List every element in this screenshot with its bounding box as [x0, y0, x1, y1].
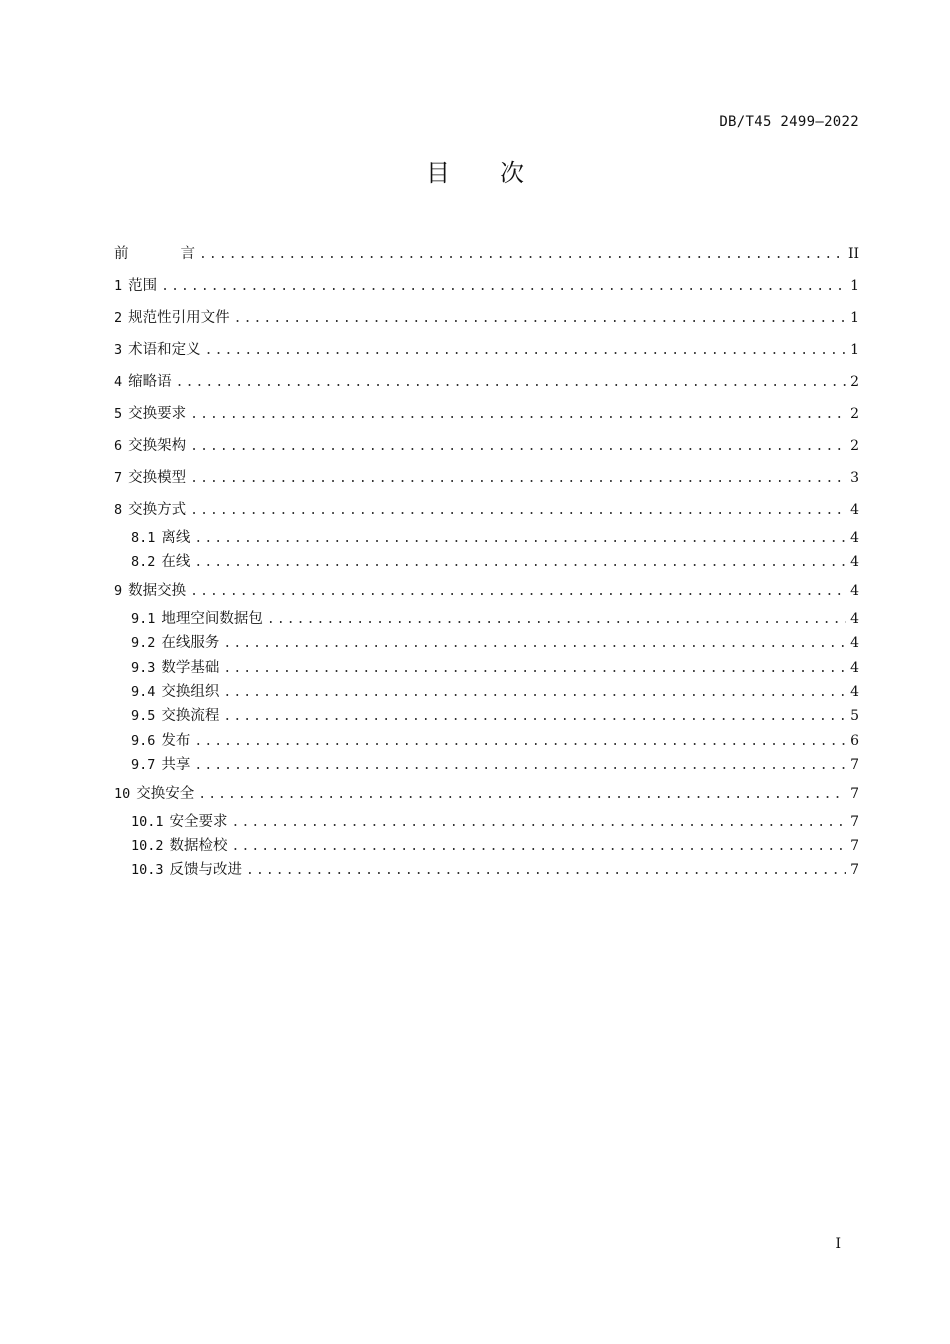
dot-leader: [190, 463, 846, 495]
toc-entry-7[interactable]: [114, 462, 859, 494]
dot-leader: [232, 811, 847, 835]
toc-page-number: 4: [850, 582, 859, 599]
toc-entry-10-2[interactable]: [114, 834, 859, 858]
toc-page-number: II: [847, 246, 859, 262]
toc-entry-8-2[interactable]: [114, 550, 859, 574]
toc-entry-9-7[interactable]: [114, 753, 859, 777]
toc-entry-label: 9.5 交换流程: [131, 708, 220, 725]
toc-entry-8[interactable]: [114, 494, 859, 526]
toc-entry-label: 8 交换方式: [114, 502, 187, 518]
toc-entry-label: 9.1 地理空间数据包: [131, 610, 263, 627]
toc-page-number: 1: [850, 310, 859, 326]
dot-leader: [205, 335, 846, 367]
toc-entry-label: 9.3 数学基础: [131, 659, 220, 676]
toc-entry-10[interactable]: [114, 778, 859, 810]
dot-leader: [223, 657, 846, 681]
toc-page-number: 4: [850, 659, 859, 676]
toc-page-number: 6: [850, 732, 859, 749]
dot-leader: [190, 576, 846, 608]
toc-page-number: 7: [850, 813, 859, 830]
toc-page-number: 5: [850, 708, 859, 725]
dot-leader: [232, 835, 847, 859]
toc-entry-8-1[interactable]: [114, 526, 859, 550]
dot-leader: [161, 271, 846, 303]
dot-leader: [176, 367, 846, 399]
toc-entry-5[interactable]: [114, 398, 859, 430]
toc-page-number: 4: [850, 530, 859, 546]
toc-entry-2[interactable]: [114, 302, 859, 334]
toc-page-number: 7: [850, 862, 859, 879]
toc-entry-9-2[interactable]: [114, 631, 859, 655]
toc-entry-9-5[interactable]: [114, 704, 859, 728]
toc-entry-label: 1 范围: [114, 278, 158, 294]
toc-entry-preface[interactable]: [114, 238, 859, 270]
dot-leader: [246, 859, 846, 883]
toc-page-number: 7: [850, 785, 859, 802]
toc-page-number: 4: [850, 610, 859, 627]
toc-entry-label: 9.2 在线服务: [131, 635, 220, 652]
dot-leader: [194, 754, 846, 778]
toc-entry-label: 4 缩略语: [114, 374, 172, 390]
dot-leader: [234, 303, 846, 335]
toc-entry-label: 10 交换安全: [114, 785, 195, 802]
toc-page-number: 2: [850, 438, 859, 454]
toc-page-number: 1: [850, 278, 859, 294]
toc-page-number: 7: [850, 757, 859, 774]
toc-entry-3[interactable]: [114, 334, 859, 366]
toc-page-number: 4: [850, 635, 859, 652]
toc-entry-1[interactable]: [114, 270, 859, 302]
toc-entry-label: 9 数据交换: [114, 582, 187, 599]
dot-leader: [198, 779, 846, 811]
toc-page-number: 7: [850, 837, 859, 854]
toc-entry-label: 5 交换要求: [114, 406, 187, 422]
dot-leader: [223, 681, 846, 705]
dot-leader: [194, 730, 846, 754]
toc-entry-label: 前 言: [114, 246, 195, 262]
toc-page-number: 4: [850, 683, 859, 700]
toc-page-number: 4: [850, 554, 859, 571]
toc-entry-9-1[interactable]: [114, 607, 859, 631]
toc-entry-label: 2 规范性引用文件: [114, 310, 230, 326]
toc-page-number: 1: [850, 342, 859, 358]
toc-entry-label: 6 交换架构: [114, 438, 187, 454]
toc-entry-10-3[interactable]: [114, 858, 859, 882]
toc-entry-9-6[interactable]: [114, 729, 859, 753]
dot-leader: [194, 551, 846, 575]
toc-page-number: 4: [850, 502, 859, 518]
toc-entry-9-4[interactable]: [114, 680, 859, 704]
dot-leader: [223, 632, 846, 656]
title-char-1: 目: [426, 159, 450, 187]
dot-leader: [190, 431, 846, 463]
toc-entry-9[interactable]: [114, 575, 859, 607]
toc-entry-label: 10.2 数据检校: [131, 837, 228, 854]
toc-entry-label: 8.2 在线: [131, 554, 191, 571]
toc-entry-10-1[interactable]: [114, 810, 859, 834]
toc-entry-label: 3 术语和定义: [114, 342, 201, 358]
dot-leader: [223, 705, 846, 729]
toc-page-number: 2: [850, 374, 859, 390]
toc-entry-label: 9.4 交换组织: [131, 683, 220, 700]
toc-entry-label: 9.7 共享: [131, 757, 191, 774]
page-title: [0, 153, 950, 188]
document-code: DB/T45 2499—2022: [719, 114, 859, 130]
toc-entry-4[interactable]: [114, 366, 859, 398]
dot-leader: [190, 495, 846, 527]
dot-leader: [194, 527, 846, 551]
toc-entry-label: 10.1 安全要求: [131, 813, 228, 830]
toc-entry-9-3[interactable]: [114, 656, 859, 680]
toc-page-number: 2: [850, 406, 859, 422]
dot-leader: [199, 239, 844, 271]
table-of-contents: [114, 238, 859, 883]
dot-leader: [190, 399, 846, 431]
toc-page-number: 3: [850, 470, 859, 486]
toc-entry-label: 8.1 离线: [131, 530, 191, 546]
toc-entry-6[interactable]: [114, 430, 859, 462]
toc-entry-label: 7 交换模型: [114, 470, 187, 486]
toc-entry-label: 10.3 反馈与改进: [131, 862, 243, 879]
dot-leader: [267, 608, 846, 632]
footer-page-number: I: [835, 1236, 841, 1252]
toc-entry-label: 9.6 发布: [131, 732, 191, 749]
title-char-2: 次: [500, 159, 524, 187]
